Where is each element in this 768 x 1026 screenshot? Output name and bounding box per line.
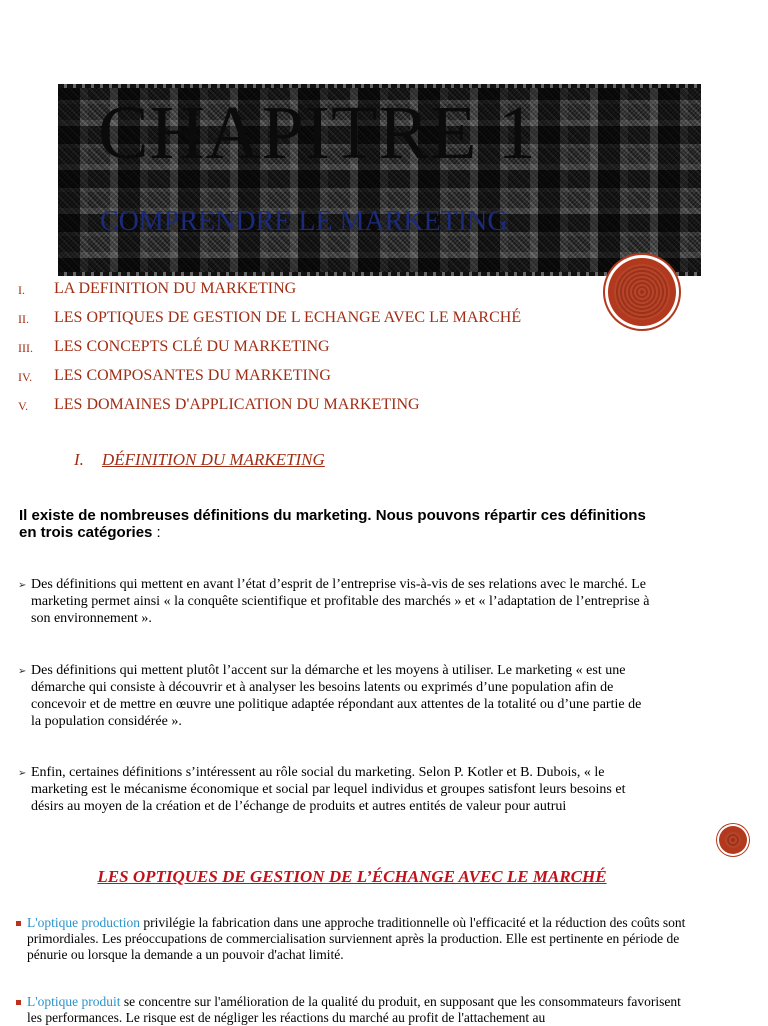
- section-title: DÉFINITION DU MARKETING: [101, 450, 325, 469]
- optique-term: L'optique production: [27, 915, 141, 930]
- toc-label: LES OPTIQUES DE GESTION DE L ECHANGE AVEC LE MARCHÉ: [54, 309, 522, 326]
- decorative-circle-large: [608, 258, 676, 326]
- chapter-subtitle: COMPRENDRE LE MARKETING: [100, 206, 508, 237]
- banner-bottom-edge: [58, 272, 701, 276]
- paragraph-text: Des définitions qui mettent plutôt l’accent sur la démarche et les moyens à utiliser. Le marketing « est une démarche qui consiste à découvrir et à analyser les besoins latents ou exprimés d’une population afin de concevoir et de mettre en œuvre une politique adaptée répondant aux attentes de la totalité ou d’une partie de la population considérée ».: [31, 663, 642, 729]
- optique-text: privilégie la fabrication dans une approche traditionnelle où l'efficacité et la réduction des coûts sont primordiales. Les préoccupations de commercialisation surviennent après la production. Elle est pertinente en période de pénurie ou lorsque la demande a un pouvoir d'achat limité.: [27, 915, 686, 962]
- arrow-bullet-icon: ➢: [18, 768, 27, 779]
- optique-item: [27, 994, 697, 1026]
- paragraph-text: Enfin, certaines définitions s’intéressent au rôle social du marketing. Selon P. Kotler et B. Dubois, « le marketing est le mécanisme économique et social par lequel individus et groupes satisfont leurs besoins et désirs au moyen de la création et de l’échange de produits et autres entités de valeur pour autrui: [31, 765, 626, 814]
- toc-item: [18, 280, 618, 309]
- toc-number: III.: [18, 341, 33, 355]
- optique-text: se concentre sur l'amélioration de la qualité du produit, en supposant que les consommateurs favorisent les performances. Le risque est de négliger les réactions du marché au profit de l'attachement au: [27, 994, 681, 1025]
- toc-number: I.: [18, 283, 25, 297]
- intro-paragraph: [19, 507, 659, 541]
- toc-label: LES COMPOSANTES DU MARKETING: [54, 367, 331, 384]
- toc-item: [18, 396, 618, 425]
- toc-label: LA DEFINITION DU MARKETING: [54, 280, 297, 297]
- toc-number: IV.: [18, 370, 33, 384]
- arrow-bullet-icon: ➢: [18, 580, 27, 591]
- square-bullet-icon: [16, 1000, 21, 1005]
- definition-paragraph: [18, 576, 651, 627]
- section-heading-definition: [74, 450, 325, 470]
- arrow-bullet-icon: ➢: [18, 666, 27, 677]
- optique-term: L'optique produit: [27, 994, 121, 1009]
- section-number: I.: [74, 450, 84, 469]
- toc-number: V.: [18, 399, 29, 413]
- optique-item: [27, 915, 697, 963]
- toc-label: LES DOMAINES D'APPLICATION DU MARKETING: [54, 396, 420, 413]
- toc-label: LES CONCEPTS CLÉ DU MARKETING: [54, 338, 330, 355]
- toc-item: [18, 309, 618, 338]
- chapter-title: CHAPITRE 1: [98, 91, 537, 175]
- toc-item: [18, 338, 618, 367]
- table-of-contents: [18, 280, 618, 425]
- definition-paragraph: [18, 764, 651, 815]
- square-bullet-icon: [16, 921, 21, 926]
- intro-colon: :: [152, 524, 161, 541]
- definition-paragraph: [18, 662, 651, 730]
- toc-number: II.: [18, 312, 29, 326]
- toc-item: [18, 367, 618, 396]
- intro-text: Il existe de nombreuses définitions du marketing. Nous pouvons répartir ces définitions en trois catégories: [19, 507, 646, 541]
- paragraph-text: Des définitions qui mettent en avant l’état d’esprit de l’entreprise vis-à-vis de ses relations avec le marché. Le marketing permet ainsi « la conquête scientifique et profitable des marchés » et « l’adaptation de l’entreprise à son environnement ».: [31, 577, 650, 626]
- section-heading-optiques: LES OPTIQUES DE GESTION DE L’ÉCHANGE AVEC LE MARCHÉ: [97, 867, 607, 886]
- decorative-circle-small: [719, 826, 747, 854]
